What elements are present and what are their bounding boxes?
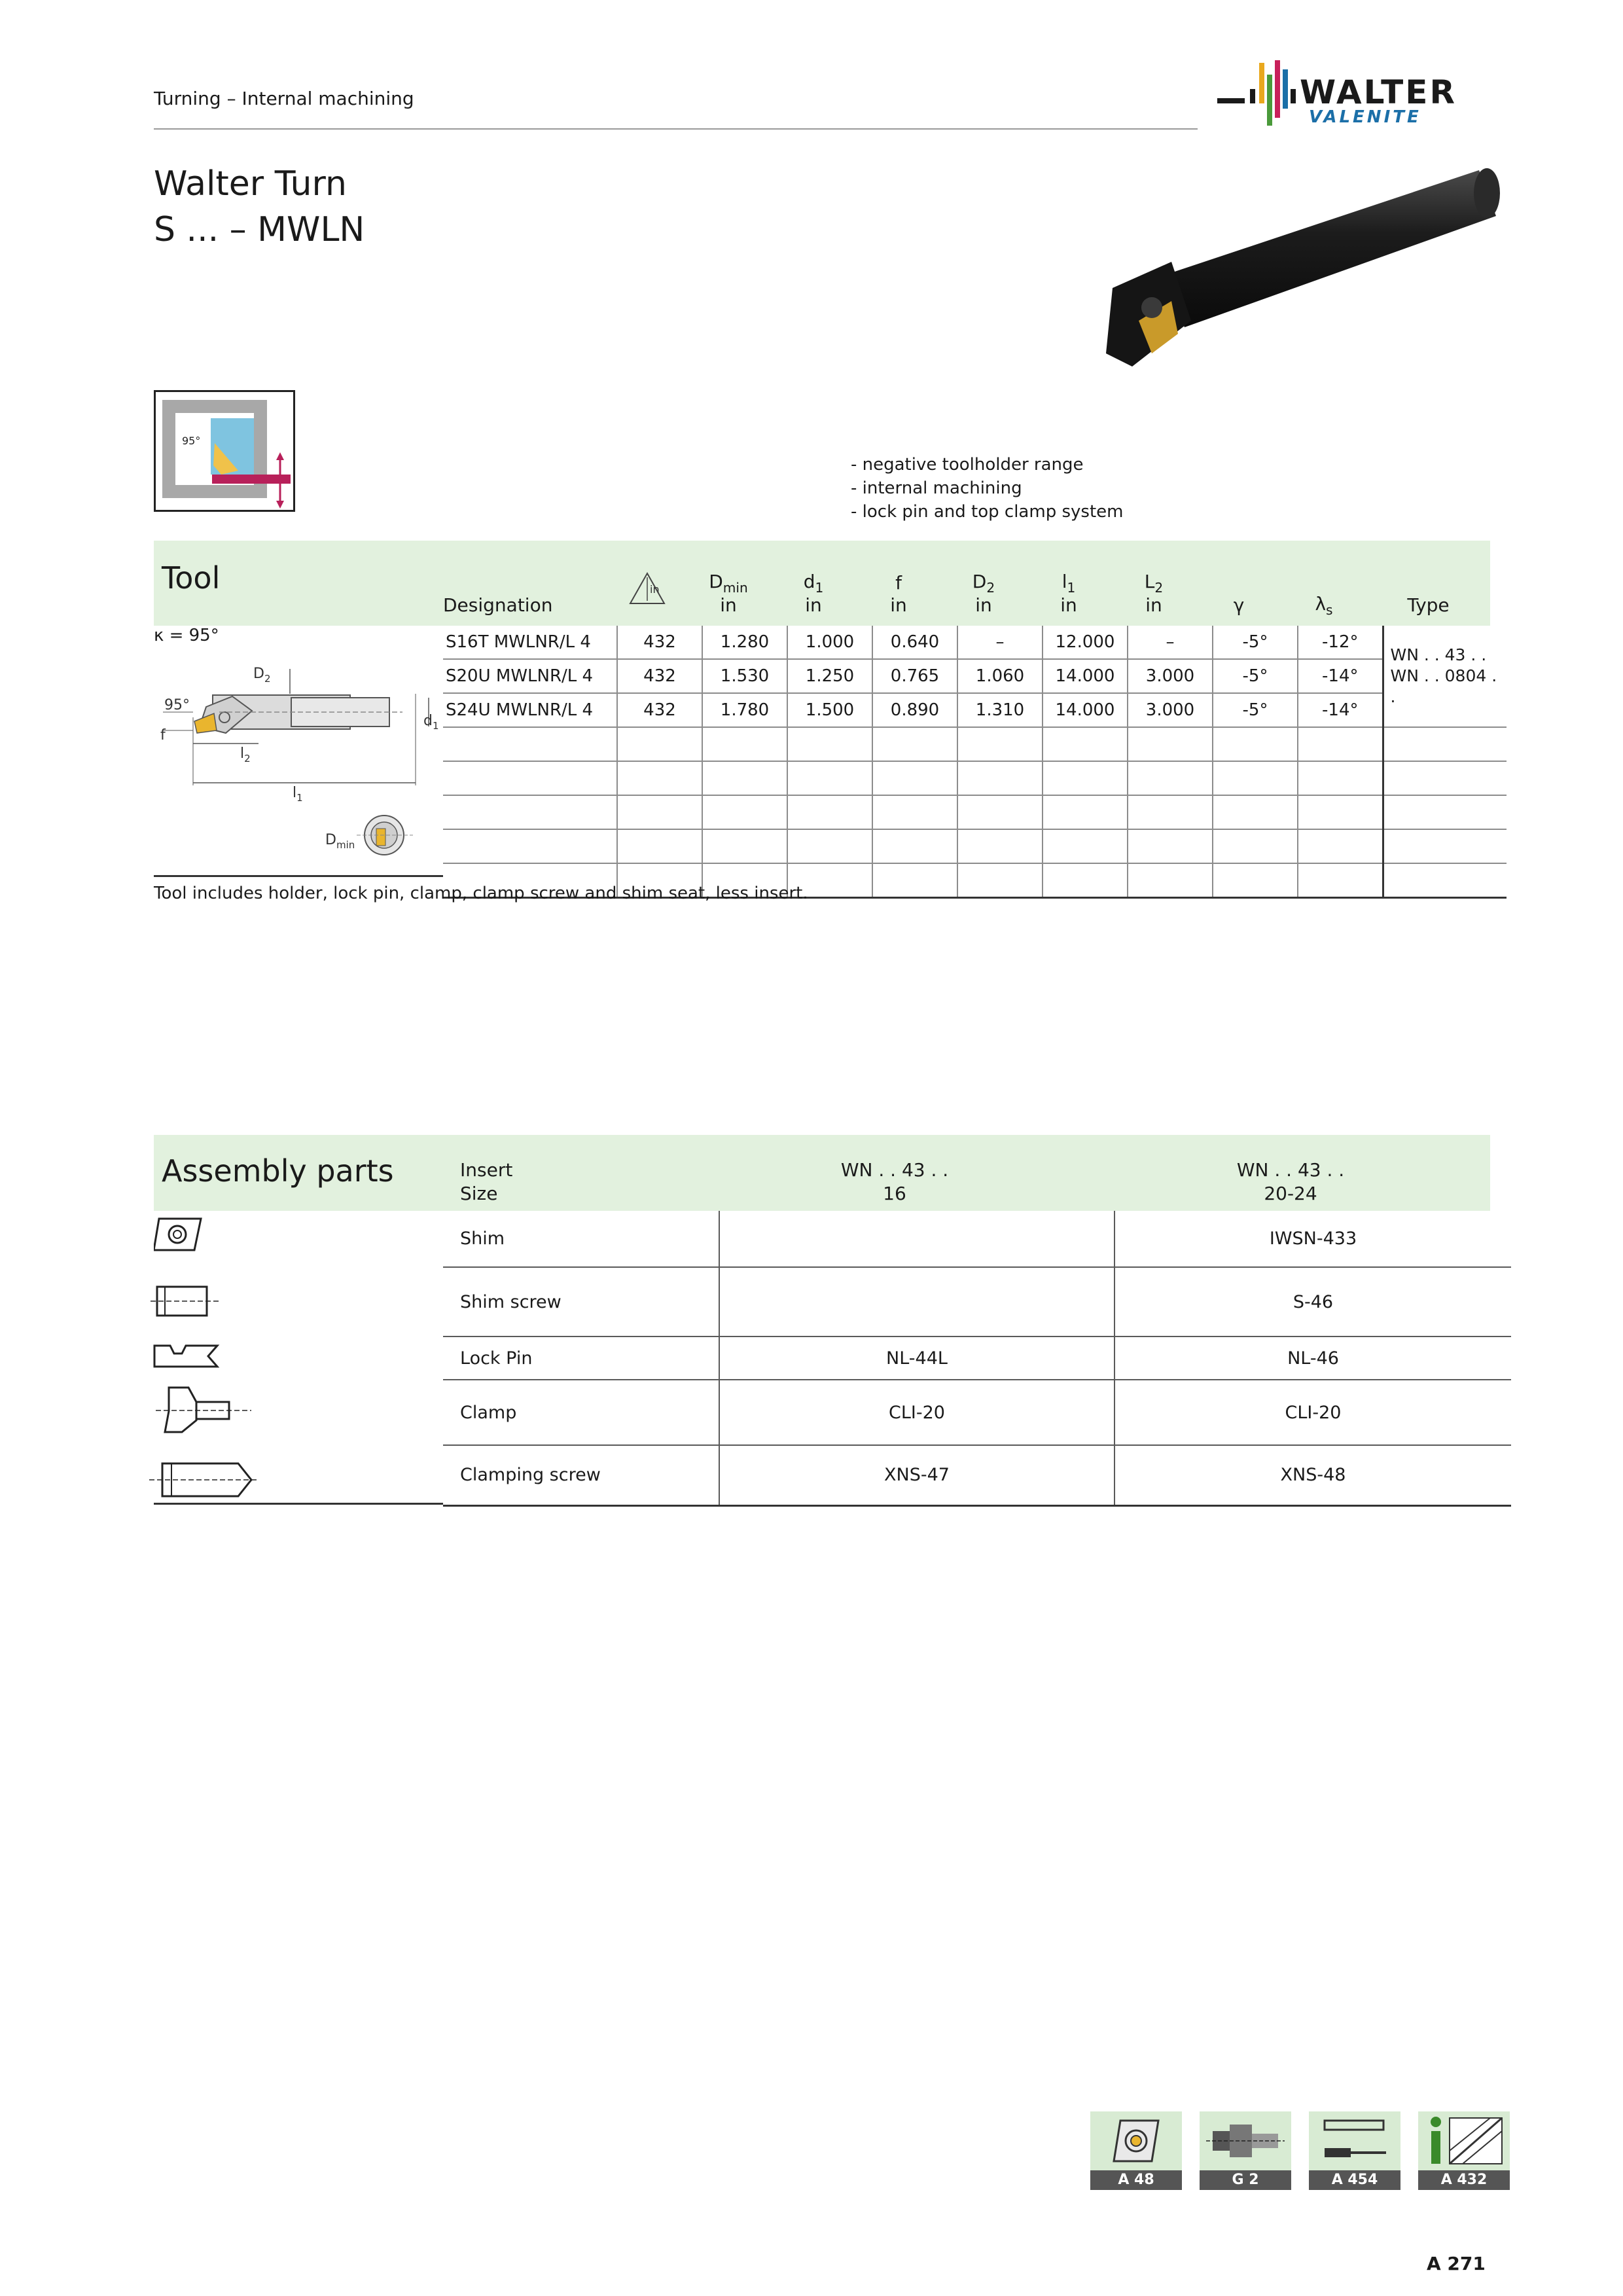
part-value: IWSN-433 bbox=[1115, 1211, 1511, 1267]
page-number: A 271 bbox=[1427, 2253, 1486, 2274]
empty-row bbox=[443, 761, 1507, 795]
D2-cell: – bbox=[957, 626, 1043, 659]
gamma-cell: -5° bbox=[1213, 626, 1298, 659]
empty-row bbox=[443, 727, 1507, 761]
info-chart-icon bbox=[1418, 2111, 1510, 2170]
ref-tile-label: A 48 bbox=[1090, 2170, 1182, 2190]
svg-text:l2: $l_2$ bbox=[240, 745, 251, 764]
type-item: WN . . 43 . . bbox=[1390, 645, 1487, 664]
type-cell bbox=[1383, 626, 1507, 727]
assembly-table bbox=[443, 1211, 1511, 1507]
asm-col-20-24: WN . . 43 . . 20-24 bbox=[1236, 1159, 1345, 1204]
col-f: f in bbox=[890, 572, 907, 616]
feature-item: - negative toolholder range bbox=[851, 455, 1084, 475]
lambda-cell: -12° bbox=[1298, 626, 1383, 659]
part-label: Clamping screw bbox=[443, 1445, 719, 1505]
tool-section-title: Tool bbox=[162, 560, 221, 596]
svg-text:D2: $D_2$ bbox=[253, 666, 271, 685]
table-bottom-rule bbox=[154, 875, 443, 877]
part-value: CLI-20 bbox=[719, 1380, 1115, 1445]
application-diagram bbox=[154, 390, 295, 512]
part-value: CLI-20 bbox=[1115, 1380, 1511, 1445]
dmin-cell: 1.280 bbox=[702, 626, 787, 659]
table-row bbox=[443, 693, 1507, 727]
toolholder-photo bbox=[1086, 157, 1505, 380]
part-value: S-46 bbox=[1115, 1267, 1511, 1336]
spare-parts-icon bbox=[1309, 2111, 1400, 2170]
d1-cell: 1.250 bbox=[787, 659, 872, 693]
gamma-cell: -5° bbox=[1213, 693, 1298, 727]
part-label: Clamp bbox=[443, 1380, 719, 1445]
title-line-1: Walter Turn bbox=[154, 164, 347, 204]
breadcrumb: Turning – Internal machining bbox=[154, 88, 414, 109]
table-row bbox=[443, 626, 1507, 659]
walter-valenite-logo bbox=[1217, 60, 1492, 132]
size-label: Size bbox=[460, 1183, 498, 1204]
table-row bbox=[443, 1267, 1511, 1336]
ref-tile-label: A 432 bbox=[1418, 2170, 1510, 2190]
size-cell: 432 bbox=[617, 659, 702, 693]
part-label: Shim bbox=[443, 1211, 719, 1267]
size-cell: 432 bbox=[617, 626, 702, 659]
svg-text:l1: $l_1$ bbox=[293, 785, 303, 804]
col-d1: $d_1$ in bbox=[803, 571, 824, 616]
shim-icon bbox=[154, 1215, 206, 1257]
table-row bbox=[443, 1445, 1511, 1505]
col-gamma: γ bbox=[1233, 594, 1245, 616]
svg-text:95°: 95° bbox=[164, 697, 190, 713]
asm-col-16: WN . . 43 . . 16 bbox=[840, 1159, 949, 1204]
part-value: XNS-47 bbox=[719, 1445, 1115, 1505]
ref-tile-label: A 454 bbox=[1309, 2170, 1400, 2190]
col-D2: $D_2$ in bbox=[972, 571, 995, 616]
L2-cell: 3.000 bbox=[1128, 693, 1213, 727]
assembly-section-header bbox=[154, 1135, 1490, 1211]
empty-row bbox=[443, 795, 1507, 829]
insert-size-labels bbox=[460, 1158, 512, 1206]
col-lambda: $\lambda_s$ bbox=[1315, 593, 1333, 619]
clamping-screw-icon bbox=[149, 1457, 260, 1505]
ref-tile-spare-parts[interactable] bbox=[1309, 2111, 1400, 2190]
page-title bbox=[154, 161, 365, 253]
header-divider bbox=[154, 128, 1198, 130]
insert-label: Insert bbox=[460, 1159, 513, 1181]
size-cell: 432 bbox=[617, 693, 702, 727]
table-row bbox=[443, 1380, 1511, 1445]
d1-cell: 1.500 bbox=[787, 693, 872, 727]
part-value bbox=[719, 1267, 1115, 1336]
l1-cell: 12.000 bbox=[1043, 626, 1128, 659]
D2-cell: 1.310 bbox=[957, 693, 1043, 727]
empty-row bbox=[443, 829, 1507, 863]
insert-size-icon bbox=[628, 571, 667, 615]
svg-text:Dmin: $D_{min}$ bbox=[325, 832, 355, 851]
d1-cell: 1.000 bbox=[787, 626, 872, 659]
insert-icon-label: in bbox=[650, 583, 660, 596]
assembly-bottom-rule bbox=[154, 1503, 443, 1505]
part-value: XNS-48 bbox=[1115, 1445, 1511, 1505]
lambda-cell: -14° bbox=[1298, 693, 1383, 727]
part-label: Shim screw bbox=[443, 1267, 719, 1336]
table-row bbox=[443, 659, 1507, 693]
col-type: Type bbox=[1407, 594, 1450, 616]
f-cell: 0.890 bbox=[872, 693, 957, 727]
svg-text:d1: $d_1$ bbox=[423, 713, 439, 732]
ref-tile-info[interactable] bbox=[1418, 2111, 1510, 2190]
col-dmin: $D_{min}$ in bbox=[709, 571, 748, 616]
dmin-cell: 1.530 bbox=[702, 659, 787, 693]
D2-cell: 1.060 bbox=[957, 659, 1043, 693]
designation-cell: S16T MWLNR/L 4 bbox=[443, 626, 617, 659]
col-l1: $l_1$ in bbox=[1060, 571, 1077, 616]
logo-walter-text: WALTER bbox=[1300, 73, 1457, 111]
shim-screw-icon bbox=[151, 1282, 223, 1323]
title-line-2: S ... – MWLN bbox=[154, 210, 365, 249]
designation-cell: S24U MWLNR/L 4 bbox=[443, 693, 617, 727]
tool-table bbox=[443, 626, 1507, 899]
type-item: WN . . 0804 . . bbox=[1390, 666, 1497, 706]
feature-item: - lock pin and top clamp system bbox=[851, 502, 1124, 522]
dmin-cell: 1.780 bbox=[702, 693, 787, 727]
assembly-section-title: Assembly parts bbox=[162, 1153, 394, 1189]
insert-icon bbox=[1090, 2111, 1182, 2170]
feature-list bbox=[851, 453, 1123, 524]
svg-text:95°: 95° bbox=[182, 435, 201, 447]
svg-text:f: f bbox=[160, 727, 166, 744]
tool-note: Tool includes holder, lock pin, clamp, clamp screw and shim seat, less insert. bbox=[154, 884, 808, 903]
feature-item: - internal machining bbox=[851, 478, 1022, 498]
L2-cell: 3.000 bbox=[1128, 659, 1213, 693]
ref-tile-holder[interactable] bbox=[1200, 2111, 1291, 2190]
designation-cell: S20U MWLNR/L 4 bbox=[443, 659, 617, 693]
tool-section-header bbox=[154, 541, 1490, 626]
f-cell: 0.765 bbox=[872, 659, 957, 693]
clamp-icon bbox=[149, 1382, 254, 1439]
part-value bbox=[719, 1211, 1115, 1267]
col-L2: $L_2$ in bbox=[1144, 571, 1164, 616]
part-value: NL-46 bbox=[1115, 1336, 1511, 1380]
tool-holder-icon bbox=[1200, 2111, 1291, 2170]
logo-valenite-text: VALENITE bbox=[1309, 107, 1421, 127]
part-value: NL-44L bbox=[719, 1336, 1115, 1380]
ref-tile-insert[interactable] bbox=[1090, 2111, 1182, 2190]
table-row bbox=[443, 1211, 1511, 1267]
l1-cell: 14.000 bbox=[1043, 659, 1128, 693]
f-cell: 0.640 bbox=[872, 626, 957, 659]
l1-cell: 14.000 bbox=[1043, 693, 1128, 727]
table-row bbox=[443, 1336, 1511, 1380]
ref-tile-label: G 2 bbox=[1200, 2170, 1291, 2190]
lock-pin-icon bbox=[151, 1339, 223, 1374]
gamma-cell: -5° bbox=[1213, 659, 1298, 693]
part-label: Lock Pin bbox=[443, 1336, 719, 1380]
L2-cell: – bbox=[1128, 626, 1213, 659]
lambda-cell: -14° bbox=[1298, 659, 1383, 693]
kappa-label: κ = 95° bbox=[154, 626, 219, 645]
col-designation: Designation bbox=[443, 594, 553, 616]
toolholder-dimension-drawing bbox=[154, 655, 443, 864]
